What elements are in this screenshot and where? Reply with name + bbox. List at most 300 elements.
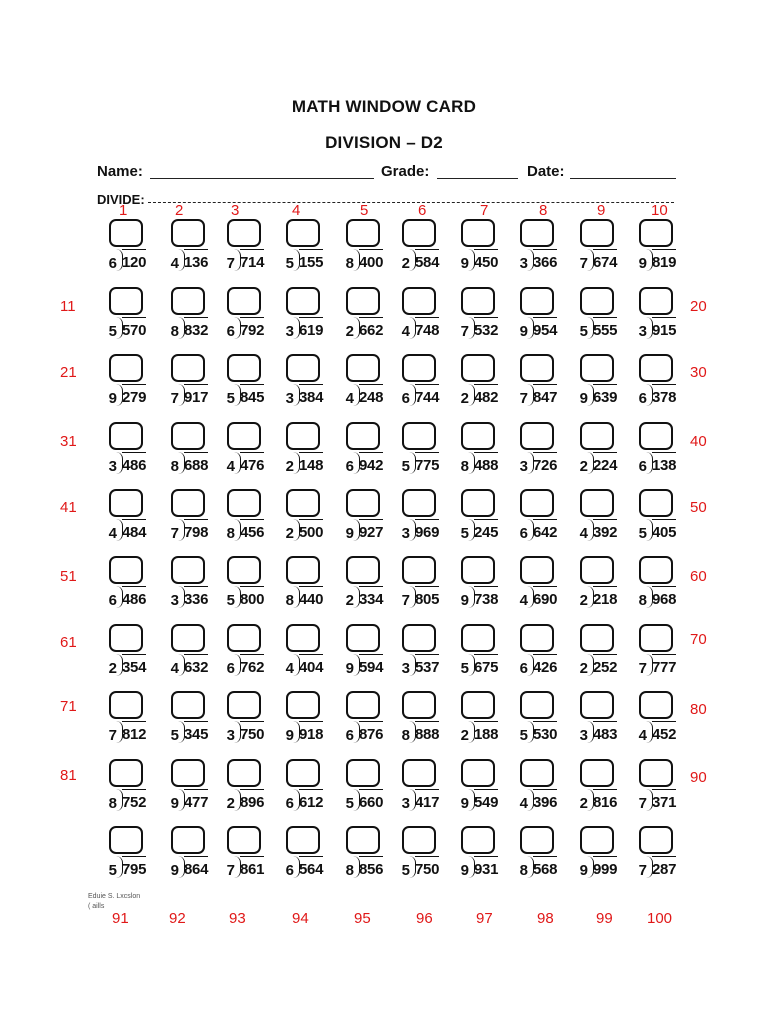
answer-box[interactable]	[461, 422, 495, 450]
division-problem	[514, 489, 570, 551]
dividend: 864	[184, 856, 208, 878]
answer-box[interactable]	[171, 691, 205, 719]
dividend: 819	[652, 249, 676, 271]
divisor: 9	[108, 390, 117, 407]
answer-box[interactable]	[109, 826, 143, 854]
answer-box[interactable]	[639, 759, 673, 787]
division-problem	[280, 691, 336, 753]
answer-box[interactable]	[402, 624, 436, 652]
divisor: 4	[579, 525, 588, 542]
answer-box[interactable]	[171, 826, 205, 854]
divisor: 2	[579, 592, 588, 609]
answer-box[interactable]	[346, 354, 380, 382]
divisor: 4	[401, 323, 410, 340]
answer-box[interactable]	[227, 556, 261, 584]
divisor: 9	[460, 862, 469, 879]
division-problem	[103, 826, 159, 888]
division-problem	[633, 759, 689, 821]
divisor: 3	[579, 727, 588, 744]
dividend: 845	[240, 384, 264, 406]
column-number: 98	[537, 910, 554, 927]
division-problem	[455, 556, 511, 618]
answer-box[interactable]	[520, 422, 554, 450]
divisor: 4	[519, 592, 528, 609]
division-problem	[165, 489, 221, 551]
dividend: 532	[474, 317, 498, 339]
row-start-number: 11	[60, 298, 76, 315]
division-problem	[280, 826, 336, 888]
division-problem	[280, 422, 336, 484]
answer-box[interactable]	[346, 691, 380, 719]
answer-box[interactable]	[171, 219, 205, 247]
dividend: 371	[652, 789, 676, 811]
answer-box[interactable]	[520, 219, 554, 247]
dividend: 404	[299, 654, 323, 676]
answer-box[interactable]	[227, 624, 261, 652]
divisor: 3	[638, 323, 647, 340]
dividend: 384	[299, 384, 323, 406]
answer-box[interactable]	[520, 624, 554, 652]
divisor: 2	[401, 255, 410, 272]
division-problem	[455, 422, 511, 484]
answer-box[interactable]	[402, 489, 436, 517]
divisor: 6	[226, 660, 235, 677]
dividend: 915	[652, 317, 676, 339]
row-end-number: 50	[690, 499, 707, 516]
division-problem	[340, 489, 396, 551]
division-problem	[514, 826, 570, 888]
dividend: 762	[240, 654, 264, 676]
division-problem	[514, 624, 570, 686]
division-problem	[103, 556, 159, 618]
name-blank[interactable]	[150, 178, 374, 179]
divisor: 9	[460, 592, 469, 609]
answer-box[interactable]	[461, 489, 495, 517]
divisor: 6	[108, 255, 117, 272]
divisor: 2	[108, 660, 117, 677]
dividend: 549	[474, 789, 498, 811]
answer-box[interactable]	[402, 691, 436, 719]
answer-box[interactable]	[580, 826, 614, 854]
dividend: 440	[299, 586, 323, 608]
division-problem	[340, 287, 396, 349]
answer-box[interactable]	[520, 287, 554, 315]
answer-box[interactable]	[580, 489, 614, 517]
answer-box[interactable]	[461, 287, 495, 315]
dividend: 931	[474, 856, 498, 878]
answer-box[interactable]	[109, 422, 143, 450]
answer-box[interactable]	[580, 624, 614, 652]
dividend: 861	[240, 856, 264, 878]
division-problem	[340, 219, 396, 281]
answer-box[interactable]	[227, 691, 261, 719]
division-problem	[165, 556, 221, 618]
division-problem	[514, 354, 570, 416]
answer-box[interactable]	[109, 624, 143, 652]
footnote-line-2: ( aills	[88, 903, 105, 910]
division-problem	[340, 624, 396, 686]
division-problem	[280, 287, 336, 349]
division-problem	[165, 219, 221, 281]
answer-box[interactable]	[346, 826, 380, 854]
dividend: 224	[593, 452, 617, 474]
divisor: 2	[345, 592, 354, 609]
answer-box[interactable]	[346, 489, 380, 517]
answer-box[interactable]	[520, 354, 554, 382]
divisor: 9	[170, 862, 179, 879]
name-label: Name:	[97, 163, 143, 180]
answer-box[interactable]	[346, 556, 380, 584]
row-start-number: 51	[60, 568, 77, 585]
division-problem	[574, 422, 630, 484]
divisor: 5	[108, 323, 117, 340]
divisor: 6	[345, 727, 354, 744]
dividend: 477	[184, 789, 208, 811]
division-problem	[103, 691, 159, 753]
answer-box[interactable]	[109, 759, 143, 787]
divisor: 8	[519, 862, 528, 879]
division-problem	[221, 691, 277, 753]
dividend: 564	[299, 856, 323, 878]
answer-box[interactable]	[109, 219, 143, 247]
answer-box[interactable]	[639, 826, 673, 854]
answer-box[interactable]	[639, 287, 673, 315]
divisor: 4	[226, 458, 235, 475]
divisor: 2	[460, 727, 469, 744]
dividend: 969	[415, 519, 439, 541]
dividend: 252	[593, 654, 617, 676]
divisor: 3	[170, 592, 179, 609]
divisor: 5	[226, 390, 235, 407]
dividend: 405	[652, 519, 676, 541]
grade-label: Grade:	[381, 163, 430, 180]
dividend: 530	[533, 721, 557, 743]
dividend: 942	[359, 452, 383, 474]
answer-box[interactable]	[286, 219, 320, 247]
answer-box[interactable]	[171, 287, 205, 315]
answer-box[interactable]	[639, 219, 673, 247]
division-problem	[514, 422, 570, 484]
divisor: 8	[345, 255, 354, 272]
dividend: 752	[122, 789, 146, 811]
answer-box[interactable]	[520, 826, 554, 854]
dividend: 738	[474, 586, 498, 608]
answer-box[interactable]	[286, 759, 320, 787]
divisor: 5	[401, 862, 410, 879]
division-problem	[514, 759, 570, 821]
dividend: 594	[359, 654, 383, 676]
divisor: 7	[519, 390, 528, 407]
row-start-number: 31	[60, 433, 77, 450]
answer-box[interactable]	[580, 556, 614, 584]
answer-box[interactable]	[227, 489, 261, 517]
dividend: 354	[122, 654, 146, 676]
dividend: 917	[184, 384, 208, 406]
answer-box[interactable]	[520, 691, 554, 719]
division-problem	[340, 422, 396, 484]
answer-box[interactable]	[286, 624, 320, 652]
dividend: 619	[299, 317, 323, 339]
division-problem	[455, 354, 511, 416]
answer-box[interactable]	[639, 422, 673, 450]
answer-box[interactable]	[461, 219, 495, 247]
dividend: 400	[359, 249, 383, 271]
divisor: 5	[108, 862, 117, 879]
divisor: 9	[345, 660, 354, 677]
divisor: 3	[519, 458, 528, 475]
division-problem	[221, 422, 277, 484]
division-problem	[280, 219, 336, 281]
answer-box[interactable]	[461, 826, 495, 854]
dividend: 336	[184, 586, 208, 608]
dividend: 896	[240, 789, 264, 811]
row-start-number: 41	[60, 499, 77, 516]
divisor: 5	[519, 727, 528, 744]
dividend: 136	[184, 249, 208, 271]
answer-box[interactable]	[286, 489, 320, 517]
divisor: 5	[460, 660, 469, 677]
answer-box[interactable]	[461, 354, 495, 382]
column-number: 100	[647, 910, 673, 927]
divisor: 3	[519, 255, 528, 272]
dividend: 690	[533, 586, 557, 608]
division-problem	[340, 691, 396, 753]
dividend: 805	[415, 586, 439, 608]
answer-box[interactable]	[520, 556, 554, 584]
dividend: 660	[359, 789, 383, 811]
divisor: 4	[345, 390, 354, 407]
answer-box[interactable]	[520, 489, 554, 517]
dividend: 888	[415, 721, 439, 743]
row-end-number: 80	[690, 701, 707, 718]
answer-box[interactable]	[171, 354, 205, 382]
divisor: 2	[579, 660, 588, 677]
division-problem	[103, 489, 159, 551]
division-problem	[574, 826, 630, 888]
division-problem	[455, 489, 511, 551]
answer-box[interactable]	[402, 759, 436, 787]
answer-box[interactable]	[461, 759, 495, 787]
dividend: 674	[593, 249, 617, 271]
division-problem	[514, 556, 570, 618]
answer-box[interactable]	[520, 759, 554, 787]
divisor: 8	[460, 458, 469, 475]
answer-box[interactable]	[227, 287, 261, 315]
answer-box[interactable]	[227, 422, 261, 450]
answer-box[interactable]	[461, 691, 495, 719]
division-problem	[396, 354, 452, 416]
divisor: 5	[170, 727, 179, 744]
answer-box[interactable]	[461, 624, 495, 652]
dividend: 632	[184, 654, 208, 676]
answer-box[interactable]	[109, 691, 143, 719]
answer-box[interactable]	[171, 422, 205, 450]
answer-box[interactable]	[402, 287, 436, 315]
division-problem	[396, 624, 452, 686]
dividend: 726	[533, 452, 557, 474]
answer-box[interactable]	[580, 219, 614, 247]
divisor: 6	[638, 390, 647, 407]
answer-box[interactable]	[402, 556, 436, 584]
division-problem	[455, 691, 511, 753]
answer-box[interactable]	[580, 354, 614, 382]
divisor: 6	[285, 862, 294, 879]
divisor: 4	[108, 525, 117, 542]
dividend: 155	[299, 249, 323, 271]
divisor: 6	[285, 795, 294, 812]
dividend: 218	[593, 586, 617, 608]
divisor: 7	[638, 795, 647, 812]
answer-box[interactable]	[639, 556, 673, 584]
division-problem	[574, 489, 630, 551]
division-problem	[165, 759, 221, 821]
dividend: 120	[122, 249, 146, 271]
column-number: 8	[539, 202, 548, 219]
answer-box[interactable]	[580, 759, 614, 787]
divisor: 9	[460, 255, 469, 272]
dividend: 999	[593, 856, 617, 878]
divisor: 5	[401, 458, 410, 475]
dividend: 537	[415, 654, 439, 676]
division-problem	[574, 691, 630, 753]
answer-box[interactable]	[286, 354, 320, 382]
division-problem	[514, 691, 570, 753]
answer-box[interactable]	[286, 422, 320, 450]
answer-box[interactable]	[461, 556, 495, 584]
answer-box[interactable]	[402, 422, 436, 450]
answer-box[interactable]	[109, 489, 143, 517]
answer-box[interactable]	[580, 691, 614, 719]
division-problem	[221, 219, 277, 281]
answer-box[interactable]	[109, 354, 143, 382]
division-problem	[574, 624, 630, 686]
answer-box[interactable]	[286, 556, 320, 584]
divisor: 7	[638, 660, 647, 677]
dividend: 287	[652, 856, 676, 878]
divisor: 7	[460, 323, 469, 340]
dividend: 792	[240, 317, 264, 339]
answer-box[interactable]	[639, 489, 673, 517]
division-problem	[165, 422, 221, 484]
divisor: 2	[579, 795, 588, 812]
division-problem	[396, 219, 452, 281]
answer-box[interactable]	[639, 624, 673, 652]
answer-box[interactable]	[346, 287, 380, 315]
dividend: 750	[240, 721, 264, 743]
answer-box[interactable]	[227, 826, 261, 854]
divisor: 7	[226, 862, 235, 879]
answer-box[interactable]	[171, 489, 205, 517]
answer-box[interactable]	[639, 354, 673, 382]
worksheet-subtitle: DIVISION – D2	[325, 133, 443, 152]
divisor: 3	[108, 458, 117, 475]
division-problem	[165, 354, 221, 416]
division-problem	[574, 287, 630, 349]
date-blank[interactable]	[570, 178, 676, 179]
divisor: 4	[285, 660, 294, 677]
division-problem	[103, 759, 159, 821]
answer-box[interactable]	[171, 624, 205, 652]
divisor: 7	[579, 255, 588, 272]
dividend: 639	[593, 384, 617, 406]
column-number: 99	[596, 910, 613, 927]
divisor: 2	[460, 390, 469, 407]
divisor: 4	[519, 795, 528, 812]
answer-box[interactable]	[109, 556, 143, 584]
column-number: 2	[175, 202, 184, 219]
divisor: 8	[108, 795, 117, 812]
division-problem	[455, 624, 511, 686]
column-number: 94	[292, 910, 309, 927]
dividend: 245	[474, 519, 498, 541]
divisor: 7	[108, 727, 117, 744]
date-label: Date:	[527, 163, 565, 180]
column-number: 1	[119, 202, 128, 219]
answer-box[interactable]	[346, 624, 380, 652]
answer-box[interactable]	[227, 759, 261, 787]
dividend: 570	[122, 317, 146, 339]
division-problem	[574, 759, 630, 821]
answer-box[interactable]	[580, 422, 614, 450]
grade-blank[interactable]	[437, 178, 518, 179]
division-problem	[455, 219, 511, 281]
divisor: 6	[401, 390, 410, 407]
row-end-number: 30	[690, 364, 707, 381]
dividend: 138	[652, 452, 676, 474]
answer-box[interactable]	[286, 287, 320, 315]
division-problem	[103, 624, 159, 686]
answer-box[interactable]	[171, 556, 205, 584]
division-problem	[396, 287, 452, 349]
answer-box[interactable]	[580, 287, 614, 315]
division-problem	[165, 624, 221, 686]
column-number: 10	[651, 202, 668, 219]
division-problem	[103, 219, 159, 281]
answer-box[interactable]	[109, 287, 143, 315]
dividend: 748	[415, 317, 439, 339]
answer-box[interactable]	[346, 219, 380, 247]
answer-box[interactable]	[286, 826, 320, 854]
answer-box[interactable]	[171, 759, 205, 787]
division-problem	[455, 826, 511, 888]
answer-box[interactable]	[227, 219, 261, 247]
dividend: 392	[593, 519, 617, 541]
answer-box[interactable]	[402, 826, 436, 854]
dividend: 452	[652, 721, 676, 743]
divisor: 2	[285, 458, 294, 475]
dividend: 816	[593, 789, 617, 811]
column-number: 5	[360, 202, 369, 219]
dividend: 856	[359, 856, 383, 878]
answer-box[interactable]	[402, 354, 436, 382]
column-number: 92	[169, 910, 186, 927]
division-problem	[574, 556, 630, 618]
dividend: 927	[359, 519, 383, 541]
divisor: 9	[460, 795, 469, 812]
answer-box[interactable]	[227, 354, 261, 382]
division-problem	[396, 691, 452, 753]
answer-box[interactable]	[346, 422, 380, 450]
row-end-number: 70	[690, 631, 707, 648]
answer-box[interactable]	[402, 219, 436, 247]
answer-box[interactable]	[346, 759, 380, 787]
divisor: 5	[285, 255, 294, 272]
answer-box[interactable]	[639, 691, 673, 719]
division-problem	[280, 759, 336, 821]
answer-box[interactable]	[286, 691, 320, 719]
division-problem	[514, 219, 570, 281]
division-problem	[633, 826, 689, 888]
